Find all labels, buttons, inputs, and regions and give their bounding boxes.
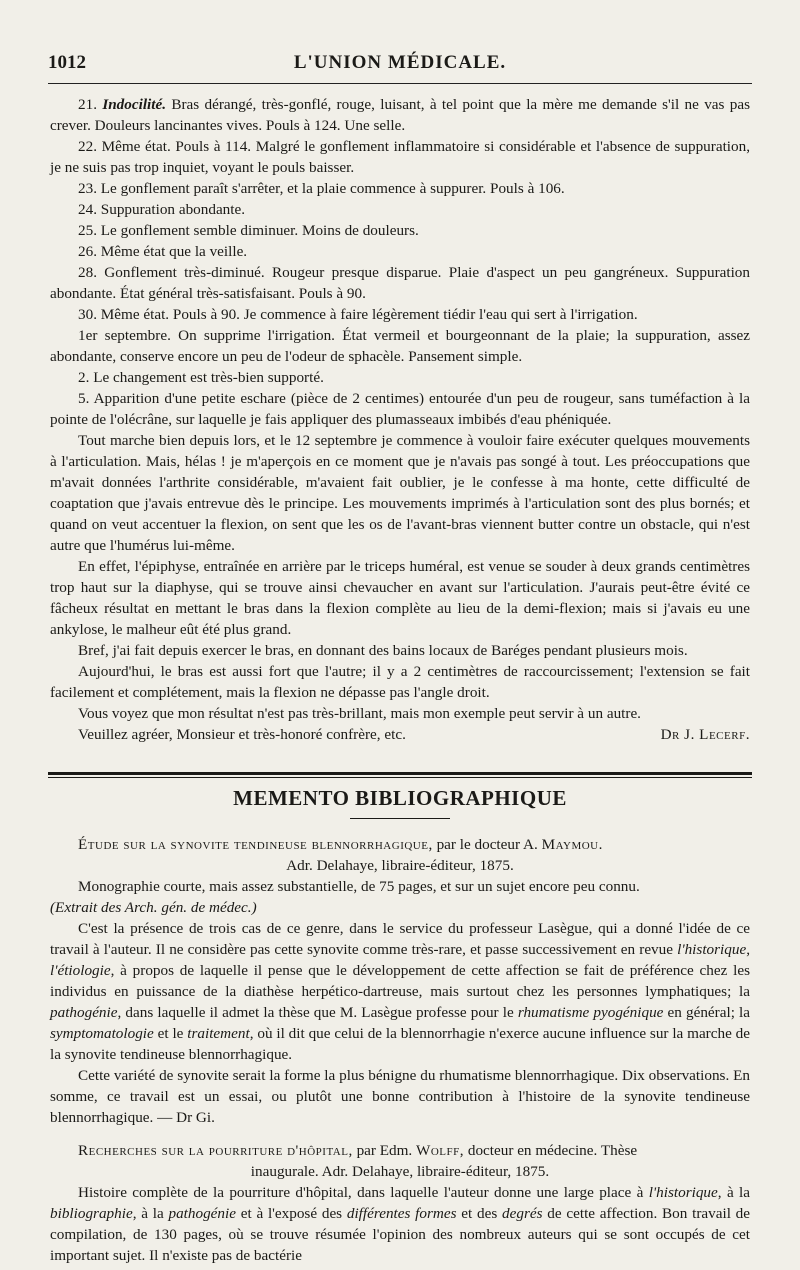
title-underline (350, 818, 450, 819)
paragraph: En effet, l'épiphyse, entraînée en arrière par le triceps huméral, est venue se souder à deux grands centimètres trop haut sur la diaphyse, qui se trouve ainsi chevaucher en avant sur l'articulation. J'aurais peut-être évité ce fâcheux résultat en mettant le bras dans la flexion complète au lieu de la demi-flexion; mais si j'avais eu une ankylose, le malheur eût été plus grand. (50, 558, 750, 638)
section-title: MEMENTO BIBLIOGRAPHIQUE (233, 786, 567, 810)
note-text: Le gonflement paraît s'arrêter, et la plaie commence à suppurer. Pouls à 106. (96, 180, 565, 197)
closing-text: Veuillez agréer, Monsieur et très-honoré confrère, etc. (78, 726, 406, 743)
note-text: septembre. On supprime l'irrigation. État vermeil et bourgeonnant de la plaie; la suppuration, assez abondante, conserve encore un peu de l'odeur de sphacèle. Pansement simple. (50, 327, 750, 365)
note-text: Même état. Pouls à 90. Je commence à faire légèrement tiédir l'eau qui sert à l'irrigation. (96, 306, 638, 323)
note-text: Même état. Pouls à 114. Malgré le gonflement inflammatoire si considérable et l'absence de suppuration, je ne suis pas trop inquiet, voyant le pouls baisser. (50, 138, 750, 176)
bib-entry-publisher: Adr. Delahaye, libraire-éditeur, 1875. (286, 857, 514, 874)
note-date: 21. (78, 96, 97, 113)
daily-note (50, 304, 750, 325)
daily-notes (50, 94, 750, 430)
note-date: 26. (78, 243, 97, 260)
note-text: Le gonflement semble diminuer. Moins de douleurs. (96, 222, 419, 239)
note-text: Gonflement très-diminué. Rougeur presque disparue. Plaie d'aspect un peu gangréneux. Suppuration abondante. État général très-satisfaisant. Pouls à 90. (50, 264, 750, 302)
note-date: 23. (78, 180, 97, 197)
note-text: Suppuration abondante. (96, 201, 246, 218)
daily-note (50, 220, 750, 241)
paragraph: Histoire complète de la pourriture d'hôpital, dans laquelle l'auteur donne une large place à l'historique, à la bibliographie, à la pathogénie et à l'exposé des différentes formes et des degrés de cette affection. Bon travail de compilation, de 130 pages, où se trouve résumée l'opinion des nombreux auteurs qui se sont occupés de cet important sujet. Il n'existe pas de bactérie (50, 1184, 751, 1264)
note-text: Le changement est très-bien supporté. (89, 369, 324, 386)
signature: Dr J. Lecerf. (660, 726, 750, 743)
note-text: Bras dérangé, très-gonflé, rouge, luisant, à tel point que la mère me demande s'il ne vas pas crever. Douleurs lancinantes vives. Pouls à 124. Une selle. (50, 96, 751, 134)
paragraph: Tout marche bien depuis lors, et le 12 septembre je commence à vouloir faire exécuter quelques mouvements à l'articulation. Mais, hélas ! je m'aperçois en ce moment que je n'avais pas songé à tout. Les préoccupations que m'avait données l'arthrite considérable, m'avaient fait oublier, je le confesse à ma honte, cette difficulté de coaptation que j'avais entrevue dès le principe. Les mouvements imprimés à l'articulation sont des plus bornés; et quand on veut accentuer la flexion, on sent que les os de l'avant-bras viennent butter contre un obstacle, qui n'est autre que l'humérus lui-même. (50, 432, 750, 554)
daily-note (50, 388, 750, 430)
paragraph: Vous voyez que mon résultat n'est pas très-brillant, mais mon exemple peut servir à un autre. (78, 705, 641, 722)
note-date: 25. (78, 222, 97, 239)
daily-note (50, 325, 750, 367)
paragraph: Monographie courte, mais assez substantielle, de 75 pages, et sur un sujet encore peu connu. (Extrait des Arch. gén. de médec.) (50, 878, 640, 916)
daily-note (50, 241, 750, 262)
daily-note (50, 199, 750, 220)
page-number: 1012 (48, 52, 86, 73)
letter-body (50, 94, 750, 745)
bib-entry-publisher: inaugurale. Adr. Delahaye, libraire-éditeur, 1875. (250, 1163, 550, 1180)
note-date: 24. (78, 201, 97, 218)
note-date: 30. (78, 306, 97, 323)
note-date: 28. (78, 264, 97, 281)
paragraph: Cette variété de synovite serait la forme la plus bénigne du rhumatisme blennorrhagique. Dix observations. En somme, ce travail est un essai, ou plutôt une bonne contribution à l'histoire de la synovite tendineuse blennorrhagique. — Dr Gi. (50, 1067, 750, 1126)
note-date: 22. (78, 138, 97, 155)
paragraph: Bref, j'ai fait depuis exercer le bras, en donnant des bains locaux de Baréges pendant plusieurs mois. (78, 642, 688, 659)
note-date: 2. (78, 369, 90, 386)
note-date: 1er (78, 327, 98, 344)
note-text: Apparition d'une petite eschare (pièce de 2 centimes) entourée d'un peu de rougeur, sans tuméfaction à la pointe de l'olécrâne, sur laquelle je fais appliquer des plumasseaux imbibés d'eau phéniquée. (50, 390, 750, 428)
daily-note (50, 178, 750, 199)
paragraph: C'est la présence de trois cas de ce genre, dans le service du professeur Lasègue, qui a donné l'idée de ce travail à l'auteur. Il ne considère pas cette synovite comme très-rare, et passe successivement en revue l'historique, l'étiologie, à propos de laquelle il pense que le développement de cette affection se fait de préférence chez les individus en puissance de la diathèse herpético-dartreuse, mais surtout chez les personnes lymphatiques; la pathogénie, dans laquelle il admet la thèse que M. Lasègue professe pour le rhumatisme pyogénique en général; la symptomatologie et le traitement, où il dit que celui de la blennorrhagie n'exerce aucune influence sur la marche de la synovite tendineuse blennorrhagique. (50, 920, 751, 1063)
paragraph: Aujourd'hui, le bras est aussi fort que l'autre; il y a 2 centimètres de raccourcissement; l'extension se fait facilement et complétement, mais la flexion ne dépasse pas l'angle droit. (50, 663, 750, 701)
daily-note (50, 262, 750, 304)
page-header (48, 52, 752, 82)
daily-note (50, 94, 750, 136)
daily-note (50, 367, 750, 388)
bibliography-section (50, 834, 750, 1266)
note-text: Même état que la veille. (96, 243, 248, 260)
journal-title: L'UNION MÉDICALE. (293, 52, 507, 73)
section-divider (48, 772, 752, 778)
daily-note (50, 136, 750, 178)
closing-line (50, 724, 750, 745)
bib-entry-heading: Étude sur la synovite tendineuse blennorrhagique, par le docteur A. Maymou. (78, 836, 603, 853)
note-label: Indocilité. (102, 96, 167, 113)
header-rule (48, 83, 752, 84)
bib-entry-heading: Recherches sur la pourriture d'hôpital, par Edm. Wolff, docteur en médecine. Thèse (78, 1142, 638, 1159)
note-date: 5. (78, 390, 90, 407)
